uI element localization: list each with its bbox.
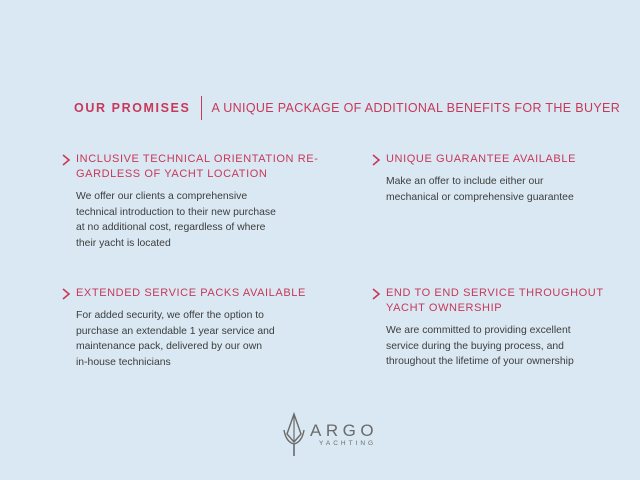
chevron-right-icon xyxy=(60,153,72,167)
promise-body-line: We offer our clients a comprehensive xyxy=(76,191,248,202)
promise-body-line: at no additional cost, regardless of where xyxy=(76,222,266,233)
promise-body-line: throughout the lifetime of your ownership xyxy=(386,356,574,367)
promise-body-line: their yacht is located xyxy=(76,237,171,249)
promise-title-line: EXTENDED SERVICE PACKS AVAILABLE xyxy=(76,287,306,299)
promise-title-line: YACHT OWNERSHIP xyxy=(386,302,503,314)
promise-body xyxy=(76,308,320,370)
chevron-right-icon xyxy=(60,287,72,301)
promise-title-line: END TO END SERVICE THROUGHOUT xyxy=(386,287,604,299)
promise-title xyxy=(76,286,320,301)
promise-title xyxy=(76,152,320,182)
anchor-y-icon xyxy=(282,412,306,458)
promise-body xyxy=(76,189,320,251)
promise-body-line: For added security, we offer the option to xyxy=(76,310,264,321)
promise-title-line: GARDLESS OF YACHT LOCATION xyxy=(76,168,268,180)
promise-body-line: in-house technicians xyxy=(76,356,171,368)
promise-item-orientation xyxy=(60,152,320,251)
header-divider xyxy=(201,96,202,120)
promise-body-line: purchase an extendable 1 year service and xyxy=(76,325,275,337)
logo-tagline: YACHTING xyxy=(319,440,377,447)
chevron-right-icon xyxy=(370,153,382,167)
promise-body-line: maintenance pack, delivered by our own xyxy=(76,341,262,352)
promise-body xyxy=(386,323,620,370)
logo-wordmark: ARGO xyxy=(310,421,379,440)
promise-body-line: Make an offer to include either our xyxy=(386,176,544,187)
promise-body-line: technical introduction to their new purchase xyxy=(76,206,276,218)
promise-item-service-packs xyxy=(60,286,320,370)
promise-title xyxy=(386,152,620,167)
promise-title xyxy=(386,286,620,316)
promise-body-line: mechanical or comprehensive guarantee xyxy=(386,191,574,203)
chevron-right-icon xyxy=(370,287,382,301)
section-subtitle: A UNIQUE PACKAGE OF ADDITIONAL BENEFITS FOR THE BUYER xyxy=(211,101,621,115)
promise-body xyxy=(386,174,620,205)
section-title: OUR PROMISES xyxy=(74,101,191,115)
argo-logo xyxy=(282,412,378,458)
promise-body-line: We are committed to providing excellent xyxy=(386,325,571,336)
section-header xyxy=(74,96,620,120)
promise-body-line: service during the buying process, and xyxy=(386,340,564,352)
promise-title-line: UNIQUE GUARANTEE AVAILABLE xyxy=(386,153,577,165)
logo-text xyxy=(310,422,378,448)
promise-item-guarantee xyxy=(370,152,620,205)
promise-item-end-to-end xyxy=(370,286,620,370)
promise-title-line: INCLUSIVE TECHNICAL ORIENTATION RE- xyxy=(76,153,319,165)
